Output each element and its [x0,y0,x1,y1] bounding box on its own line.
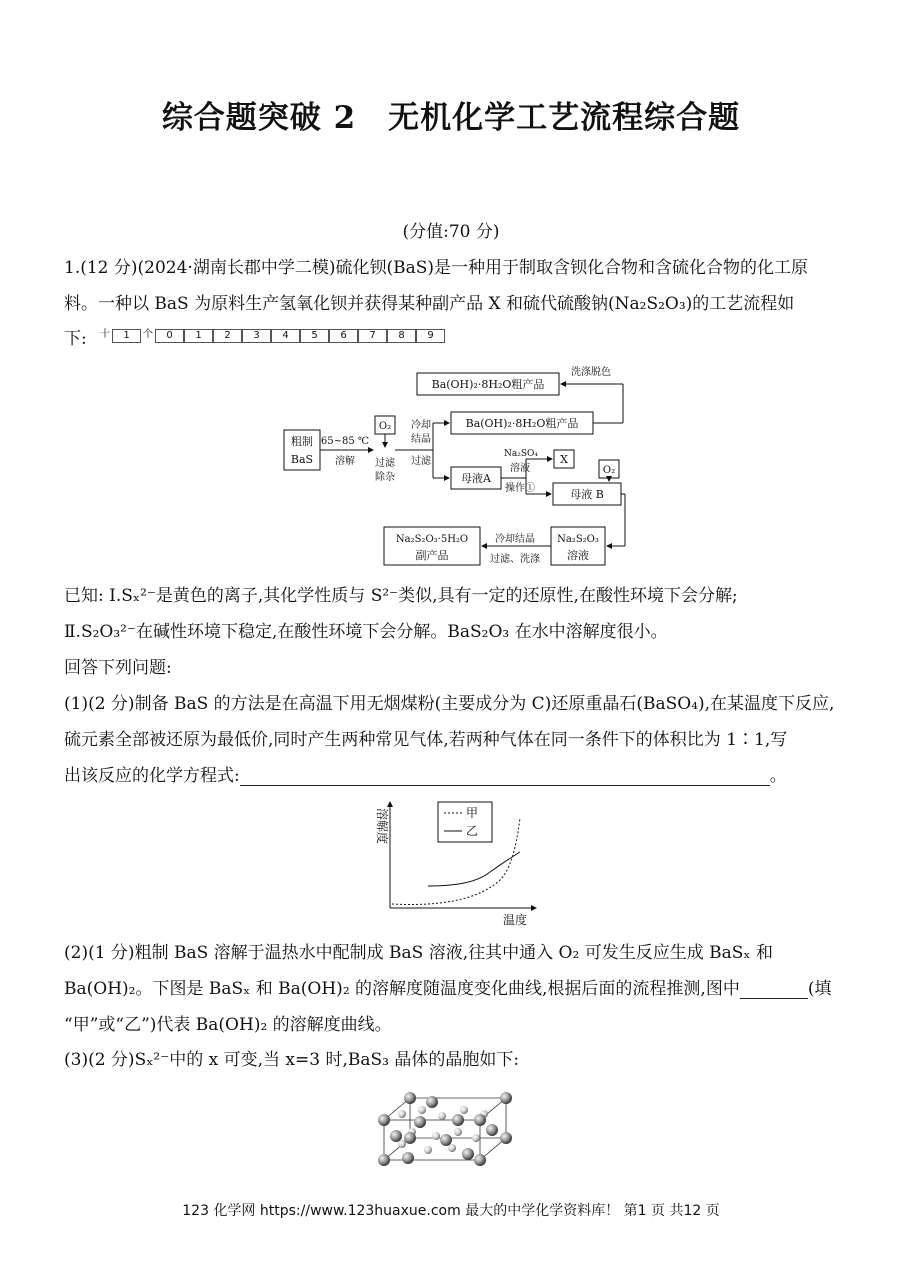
q1-1-end: 。 [769,766,787,786]
flow-temp: 65~85 ℃ [320,436,370,447]
graph-xlabel: 温度 [503,913,528,927]
q1-line2: 料。一种以 BaS 为原料生产氢氧化钡并获得某种副产品 X 和硫代硫酸钠(Na₂S₂O₃)的工艺流程如 [64,294,795,314]
q1-1-line3 [64,766,787,786]
flow-x: X [560,453,568,466]
ruler-cell: 6 [329,329,358,343]
flow-na2so4: Na₂SO₄ [503,449,539,459]
ruler-cell: 9 [416,329,445,343]
flow-na2s2o3-1: Na₂S₂O₃ [557,534,599,545]
flow-mother-b: 母液 B [570,488,604,501]
legend-box [438,802,492,842]
ruler-cell: 2 [213,329,242,343]
q1-line1: 1.(12 分)(2024·湖南长郡中学二模)硫化钡(BaS)是一种用于制取含钡化合物和含硫化合物的化工原 [64,258,808,278]
flow-o2-a: O₂ [378,421,392,432]
page-title: 综合题突破 2 无机化学工艺流程综合题 [161,100,741,136]
solubility-graph [360,800,540,928]
q1-1-line2: 硫元素全部被还原为最低价,同时产生两种常见气体,若两种气体在同一条件下的体积比为 1∶1,写 [64,730,788,750]
graph-ylabel: 溶解度 [375,808,389,845]
digit-ruler [98,329,445,343]
q1-2-line1: (2)(1 分)粗制 BaS 溶解于温热水中配制成 BaS 溶液,往其中通入 O₂ 可发生反应生成 BaSₓ 和 [64,943,773,963]
flow-cool-1: 冷却 [411,420,431,431]
process-flowchart [283,360,628,575]
score-note: (分值:70 分) [402,222,500,242]
flow-op1: 操作① [505,483,535,494]
answer-intro: 回答下列问题: [64,658,172,678]
flow-na2s2o3-2: 溶液 [567,549,589,562]
flow-cool-cryst: 冷却结晶 [495,534,535,545]
flow-product-top: Ba(OH)₂·8H₂O粗产品 [431,378,545,391]
ruler-cell: 5 [300,329,329,343]
ruler-cell: 0 [155,329,184,343]
flow-crude-bas-2: BaS [290,453,314,466]
ruler-cell: 1 [184,329,213,343]
flow-byproduct-1: Na₂S₂O₃·5H₂O [395,534,469,545]
q1-2-line2b: (填 [807,979,832,999]
flow-crude-bas-1: 粗制 [291,435,313,448]
flow-filter-1: 过滤 [375,458,395,469]
legend-jia: 甲 [466,806,479,820]
q1-2-line2a: Ba(OH)₂。下图是 BaSₓ 和 Ba(OH)₂ 的溶解度随温度变化曲线,根据后面的流程推测,图中 [64,979,740,999]
flow-byproduct-2: 副产品 [415,549,449,562]
flow-solution: 溶液 [510,463,530,474]
ruler-cell: 个 [143,329,153,340]
flow-product-mid: Ba(OH)₂·8H₂O粗产品 [465,417,579,430]
q1-3-line1: (3)(2 分)Sₓ²⁻中的 x 可变,当 x=3 时,BaS₃ 晶体的晶胞如下: [64,1050,520,1070]
flow-cool-3: 过滤 [411,456,431,467]
bas3-unit-cell-image [372,1080,522,1170]
flow-mother-a: 母液A [461,472,491,485]
ruler-cell: 4 [271,329,300,343]
flow-wash: 洗涤脱色 [571,367,611,378]
q1-1-line3-text: 出该反应的化学方程式: [64,766,240,786]
q1-2-line3: “甲”或“乙”)代表 Ba(OH)₂ 的溶解度曲线。 [64,1015,392,1035]
ruler-cell: 1 [112,329,141,343]
flow-dissolve: 溶解 [335,456,355,467]
ruler-cell: 十 [100,329,110,340]
ruler-cell: 8 [387,329,416,343]
flow-filter-wash: 过滤、洗涤 [490,554,540,565]
flow-cool-2: 结晶 [411,434,431,445]
flow-filter-2: 除杂 [375,472,395,483]
flow-o2-b: O₂ [602,465,616,476]
known-2: Ⅱ.S₂O₃²⁻在碱性环境下稳定,在酸性环境下会分解。BaS₂O₃ 在水中溶解度很小。 [64,622,668,642]
known-1: 已知: Ⅰ.Sₓ²⁻是黄色的离子,其化学性质与 S²⁻类似,具有一定的还原性,在酸性环境下会分解; [64,586,738,606]
ruler-cell: 3 [242,329,271,343]
answer-blank-curve[interactable] [740,980,808,999]
q1-1-line1: (1)(2 分)制备 BaS 的方法是在高温下用无烟煤粉(主要成分为 C)还原重晶石(BaSO₄),在某温度下反应, [64,694,835,714]
answer-blank-equation[interactable] [240,767,770,786]
curve-yi [428,852,520,886]
q1-line3: 下: [64,329,87,349]
ruler-cell: 7 [358,329,387,343]
legend-yi: 乙 [466,824,479,838]
page-footer: 123 化学网 https://www.123huaxue.com 最大的中学化学资料库！ 第1 页 共12 页 [182,1203,720,1219]
q1-2-line2 [64,979,831,999]
